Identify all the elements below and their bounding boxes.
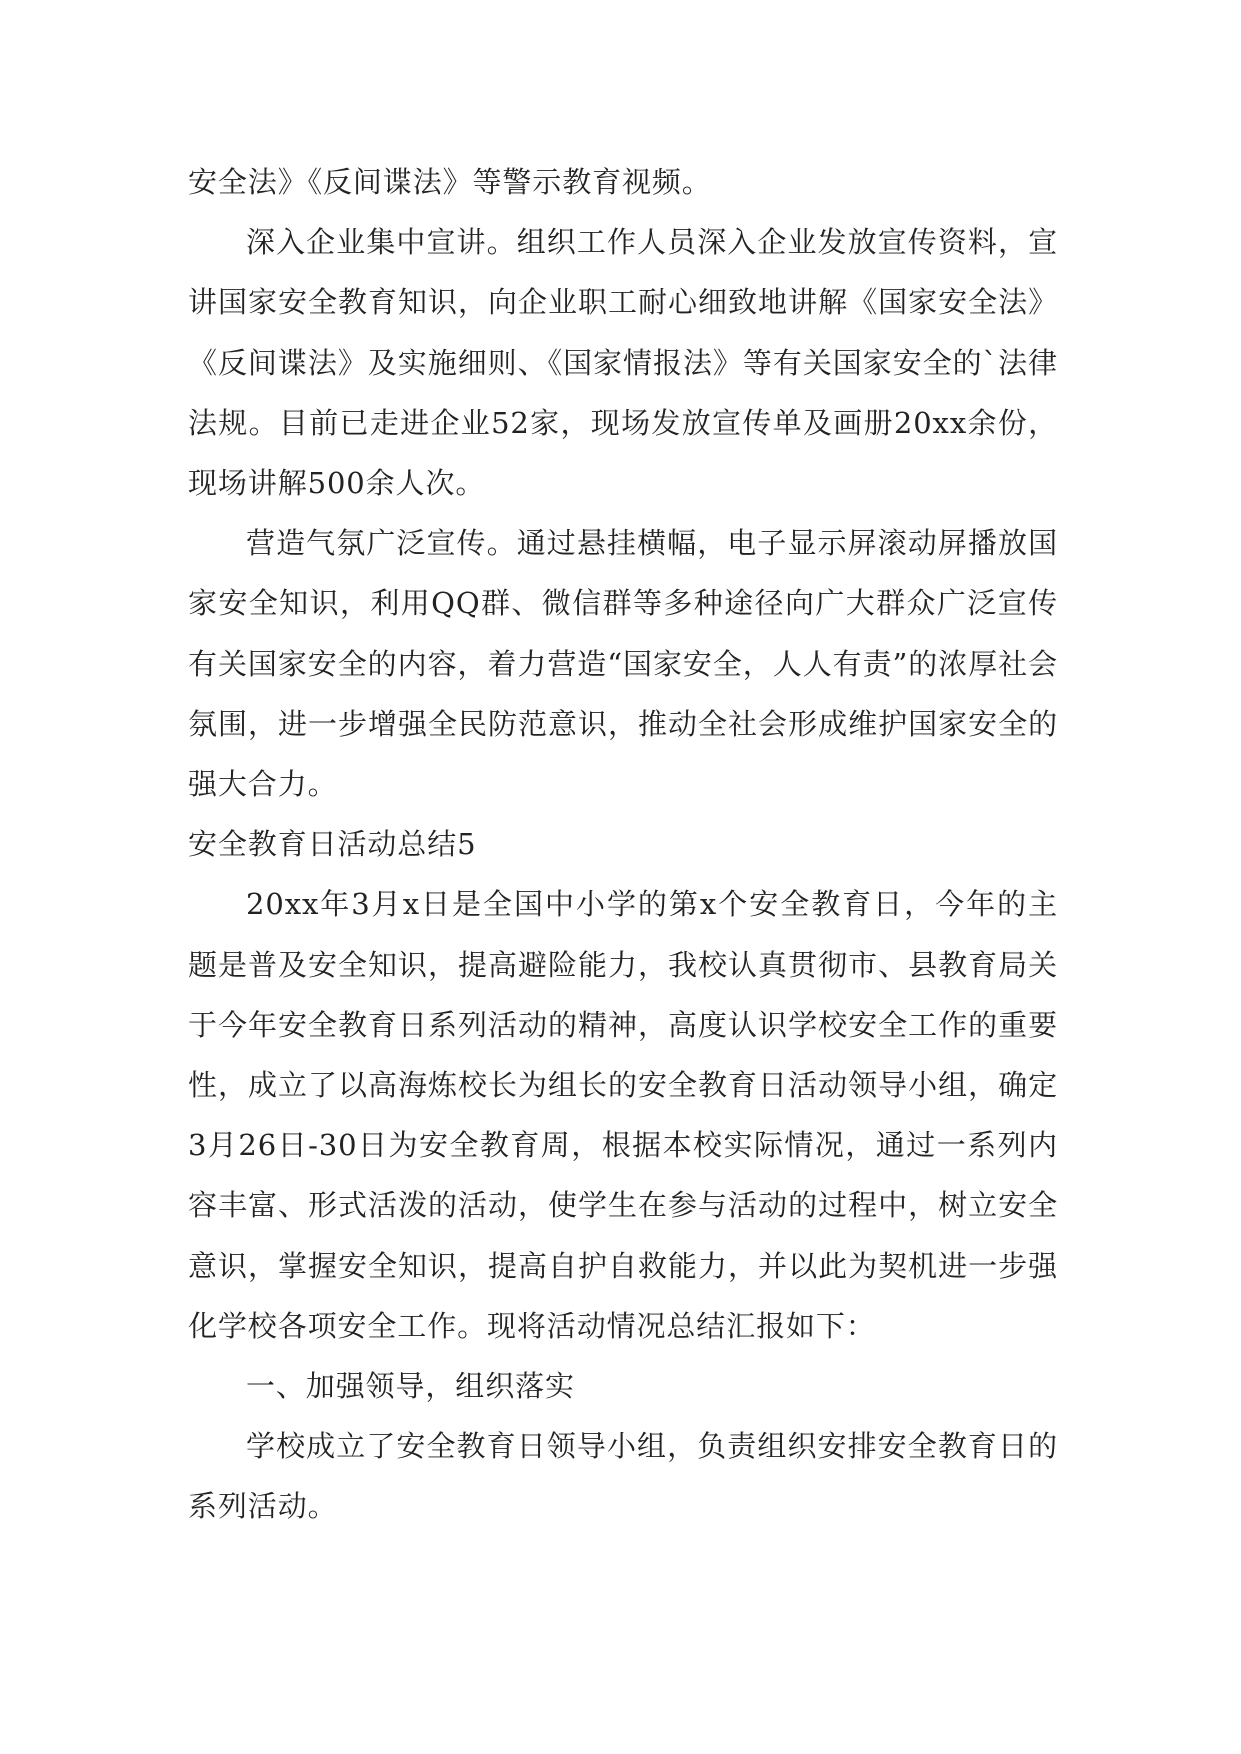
paragraph-enterprise-outreach: 深入企业集中宣讲。组织工作人员深入企业发放宣传资料，宣讲国家安全教育知识，向企业职工耐心细致地讲解《国家安全法》《反间谍法》及实施细则、《国家情报法》等有关国家安全的`法律法规。目前已走进企业52家，现场发放宣传单及画册20xx余份，现场讲解500余人次。 — [188, 225, 1058, 501]
paragraph-leadership-group: 学校成立了安全教育日领导小组，负责组织安排安全教育日的系列活动。 — [188, 1429, 1058, 1524]
document-body — [188, 152, 1058, 1537]
paragraph-continuation: 安全法》《反间谍法》等警示教育视频。 — [188, 165, 712, 199]
subheading-leadership: 一、加强领导，组织落实 — [246, 1369, 575, 1404]
paragraph-atmosphere-publicity: 营造气氛广泛宣传。通过悬挂横幅，电子显示屏滚动屏播放国家安全知识，利用QQ群、微信群等多种途径向广大群众广泛宣传有关国家安全的内容，着力营造“国家安全，人人有责”的浓厚社会氛围，进一步增强全民防范意识，推动全社会形成维护国家安全的强大合力。 — [188, 526, 1058, 802]
section-title: 安全教育日活动总结5 — [188, 827, 477, 862]
paragraph-introduction: 20xx年3月x日是全国中小学的第x个安全教育日，今年的主题是普及安全知识，提高避险能力，我校认真贯彻市、县教育局关于今年安全教育日系列活动的精神，高度认识学校安全工作的重要性，成立了以高海炼校长为组长的安全教育日活动领导小组，确定3月26日-30日为安全教育周，根据本校实际情况，通过一系列内容丰富、形式活泼的活动，使学生在参与活动的过程中，树立安全意识，掌握安全知识，提高自护自救能力，并以此为契机进一步强化学校各项安全工作。现将活动情况总结汇报如下： — [188, 887, 1058, 1343]
